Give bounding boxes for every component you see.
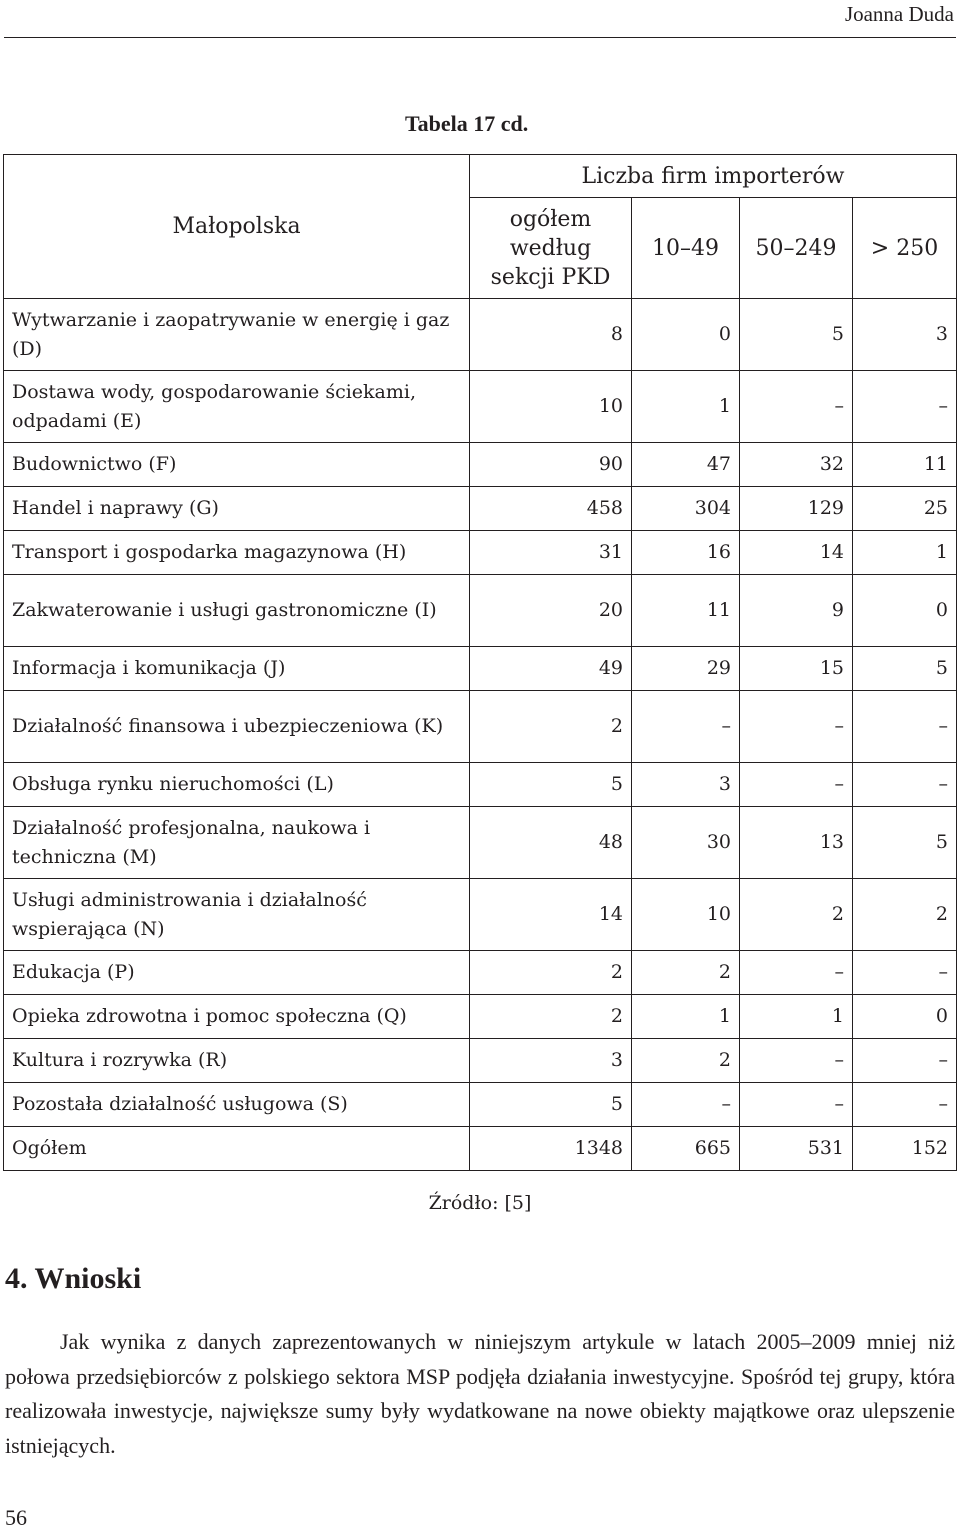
row-value: 48 (470, 807, 632, 879)
row-value: 304 (632, 487, 740, 531)
row-value: 2 (853, 879, 957, 951)
row-value: 10 (632, 879, 740, 951)
table-source: Źródło: [5] (428, 1192, 532, 1214)
row-value: – (853, 951, 957, 995)
row-label: Kultura i rozrywka (R) (4, 1039, 470, 1083)
row-value: 13 (740, 807, 853, 879)
row-value: 32 (740, 443, 853, 487)
row-label: Działalność finansowa i ubezpieczeniowa (K) (4, 691, 470, 763)
row-value: – (853, 691, 957, 763)
row-value: 5 (853, 807, 957, 879)
row-value: – (740, 1083, 853, 1127)
row-value: 8 (470, 299, 632, 371)
row-value: 3 (470, 1039, 632, 1083)
column-header: ogółem według sekcji PKD (470, 198, 632, 299)
row-value: 29 (632, 647, 740, 691)
row-value: 2 (470, 691, 632, 763)
row-value: – (853, 763, 957, 807)
region-header: Małopolska (4, 155, 470, 299)
row-label: Wytwarzanie i zaopatrywanie w energię i gaz (D) (4, 299, 470, 371)
row-label: Handel i naprawy (G) (4, 487, 470, 531)
row-value: 14 (740, 531, 853, 575)
row-value: 0 (853, 995, 957, 1039)
page-number: 56 (5, 1505, 27, 1530)
row-value: 5 (470, 763, 632, 807)
row-value: – (853, 1083, 957, 1127)
table-row (4, 995, 957, 1039)
table-row (4, 371, 957, 443)
importers-table (3, 154, 957, 1171)
row-value: 129 (740, 487, 853, 531)
row-value: 531 (740, 1127, 853, 1171)
row-value: 10 (470, 371, 632, 443)
row-value: 5 (470, 1083, 632, 1127)
row-value: 2 (470, 951, 632, 995)
column-header: 50–249 (740, 198, 853, 299)
row-value: – (740, 1039, 853, 1083)
row-value: 49 (470, 647, 632, 691)
table-row (4, 299, 957, 371)
row-value: – (632, 1083, 740, 1127)
table-row (4, 531, 957, 575)
column-header: > 250 (853, 198, 957, 299)
table-row (4, 763, 957, 807)
row-value: 3 (853, 299, 957, 371)
row-value: 16 (632, 531, 740, 575)
row-label: Działalność profesjonalna, naukowa i techniczna (M) (4, 807, 470, 879)
table-row (4, 1083, 957, 1127)
row-value: 1 (632, 995, 740, 1039)
section-title: 4. Wnioski (5, 1262, 142, 1295)
row-value: 9 (740, 575, 853, 647)
row-label: Zakwaterowanie i usługi gastronomiczne (I) (4, 575, 470, 647)
row-label: Ogółem (4, 1127, 470, 1171)
row-value: – (740, 763, 853, 807)
row-label: Dostawa wody, gospodarowanie ściekami, odpadami (E) (4, 371, 470, 443)
row-value: 2 (740, 879, 853, 951)
table-row (4, 647, 957, 691)
row-label: Transport i gospodarka magazynowa (H) (4, 531, 470, 575)
row-value: 5 (740, 299, 853, 371)
row-label: Obsługa rynku nieruchomości (L) (4, 763, 470, 807)
column-header: 10–49 (632, 198, 740, 299)
table-body (4, 299, 957, 1171)
table-row (4, 879, 957, 951)
row-label: Budownictwo (F) (4, 443, 470, 487)
row-value: 1 (740, 995, 853, 1039)
section-paragraph: Jak wynika z danych zaprezentowanych w niniejszym artykule w latach 2005–2009 mniej niż połowa przedsiębiorców z polskiego sektora MSP podjęła działania inwestycyjne. Spośród tej grupy, która realizowała inwestycje, największe sumy były wydatkowane na nowe obiekty majątkowe oraz ulepszenie istniejących. (5, 1329, 955, 1458)
row-value: 0 (632, 299, 740, 371)
table-row (4, 1039, 957, 1083)
row-value: 25 (853, 487, 957, 531)
table-row (4, 807, 957, 879)
row-label: Pozostała działalność usługowa (S) (4, 1083, 470, 1127)
row-value: – (740, 371, 853, 443)
row-value: 2 (632, 951, 740, 995)
row-value: 0 (853, 575, 957, 647)
table-row (4, 487, 957, 531)
row-value: 31 (470, 531, 632, 575)
table-caption: Tabela 17 cd. (405, 111, 529, 136)
row-value: – (853, 371, 957, 443)
row-label: Opieka zdrowotna i pomoc społeczna (Q) (4, 995, 470, 1039)
row-value: 5 (853, 647, 957, 691)
row-value: 47 (632, 443, 740, 487)
row-label: Edukacja (P) (4, 951, 470, 995)
table-row (4, 1127, 957, 1171)
row-value: 20 (470, 575, 632, 647)
row-value: 15 (740, 647, 853, 691)
row-value: – (740, 691, 853, 763)
row-value: 2 (632, 1039, 740, 1083)
row-label: Usługi administrowania i działalność wspierająca (N) (4, 879, 470, 951)
row-value: 458 (470, 487, 632, 531)
row-value: – (632, 691, 740, 763)
table-row (4, 691, 957, 763)
table-row (4, 575, 957, 647)
row-value: 3 (632, 763, 740, 807)
group-header: Liczba firm importerów (470, 155, 957, 198)
row-value: 90 (470, 443, 632, 487)
running-header-author: Joanna Duda (844, 2, 954, 26)
row-label: Informacja i komunikacja (J) (4, 647, 470, 691)
row-value: 2 (470, 995, 632, 1039)
row-value: 152 (853, 1127, 957, 1171)
row-value: 11 (632, 575, 740, 647)
row-value: 14 (470, 879, 632, 951)
row-value: 1 (632, 371, 740, 443)
row-value: 1 (853, 531, 957, 575)
header-rule (4, 37, 956, 38)
row-value: 665 (632, 1127, 740, 1171)
row-value: 30 (632, 807, 740, 879)
table-row (4, 443, 957, 487)
row-value: 1348 (470, 1127, 632, 1171)
row-value: – (853, 1039, 957, 1083)
row-value: – (740, 951, 853, 995)
row-value: 11 (853, 443, 957, 487)
table-row (4, 951, 957, 995)
